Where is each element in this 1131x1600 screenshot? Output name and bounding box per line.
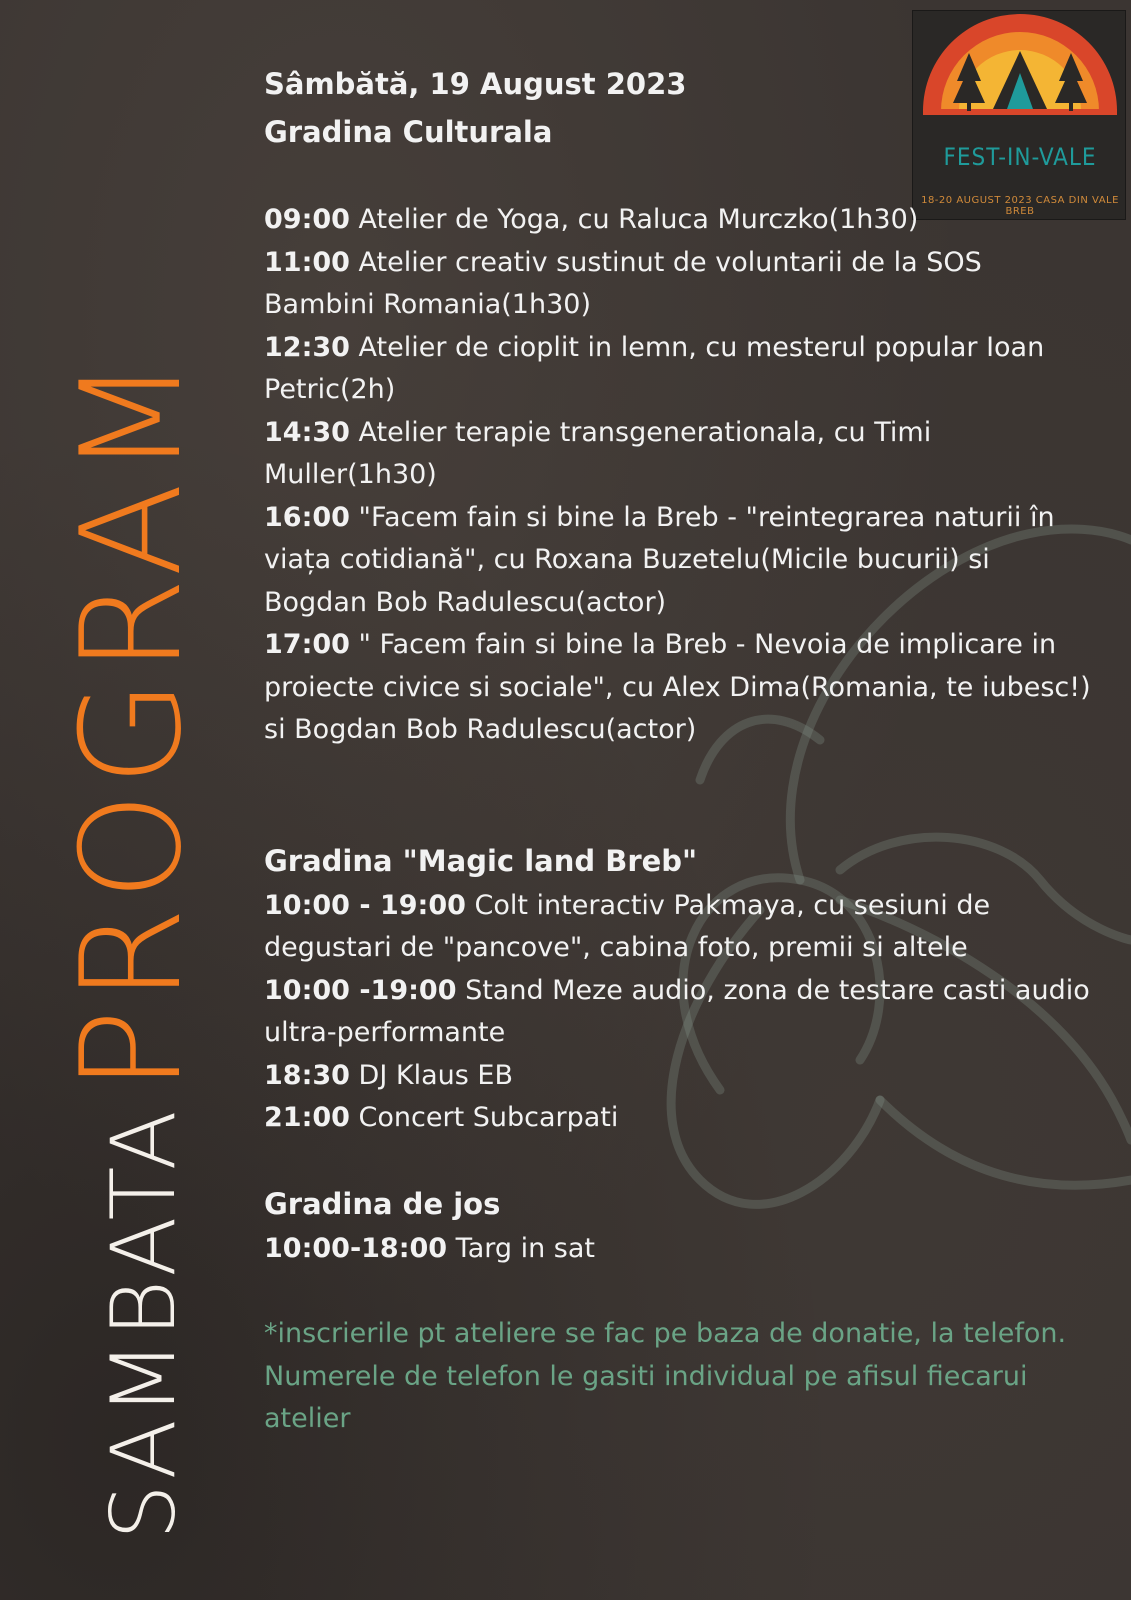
list-item: 09:00 Atelier de Yoga, cu Raluca Murczko(1h30) [264, 204, 919, 235]
list-item: 21:00 Concert Subcarpati [264, 1102, 619, 1133]
list-item: 10:00-18:00 Targ in sat [264, 1232, 595, 1264]
logo-title: FEST-IN-VALE [943, 143, 1097, 171]
program-title: PROGRAM [51, 351, 212, 1092]
vertical-title [0, 0, 230, 1600]
registration-note: *inscrierile pt ateliere se fac pe baza de donatie, la telefon. Numerele de telefon le gasiti individual pe afisul fiecarui atelier [264, 1318, 1067, 1434]
logo-subtitle: 18-20 AUGUST 2023 CASA DIN VALE BREB [921, 195, 1119, 217]
list-item: 11:00 Atelier creativ sustinut de voluntarii de la SOS Bambini Romania(1h30) [264, 246, 982, 320]
venue-heading: Gradina Culturala [264, 115, 553, 149]
list-item: 10:00 -19:00 Stand Meze audio, zona de testare casti audio ultra-performante [264, 974, 1090, 1048]
list-item: 16:00 "Facem fain si bine la Breb - "reintegrarea naturii în viața cotidiană", cu Roxana Buzetelu(Micile bucurii) si Bogdan Bob Radulescu(actor) [264, 501, 1055, 618]
list-item: 12:30 Atelier de cioplit in lemn, cu mesterul popular Ioan Petric(2h) [264, 331, 1045, 405]
list-item: 18:30 DJ Klaus EB [264, 1059, 513, 1091]
magic-land-heading: Gradina "Magic land Breb" [264, 843, 698, 878]
date-heading: Sâmbătă, 19 August 2023 [264, 67, 687, 101]
list-item: 17:00 " Facem fain si bine la Breb - Nevoia de implicare in proiecte civice si sociale", cu Alex Dima(Romania, te iubesc!) si Bogdan Bob Radulescu(actor) [264, 629, 1091, 745]
program-content [264, 60, 1094, 1441]
list-item: 10:00 - 19:00 Colt interactiv Pakmaya, cu sesiuni de degustari de "pancove", cabina foto, premii si altele [264, 889, 991, 963]
gradina-de-jos-heading: Gradina de jos [264, 1186, 501, 1221]
list-item: 14:30 Atelier terapie transgenerationala, cu Timi Muller(1h30) [264, 416, 932, 490]
sambata-title: SAMBATA [92, 1107, 195, 1540]
